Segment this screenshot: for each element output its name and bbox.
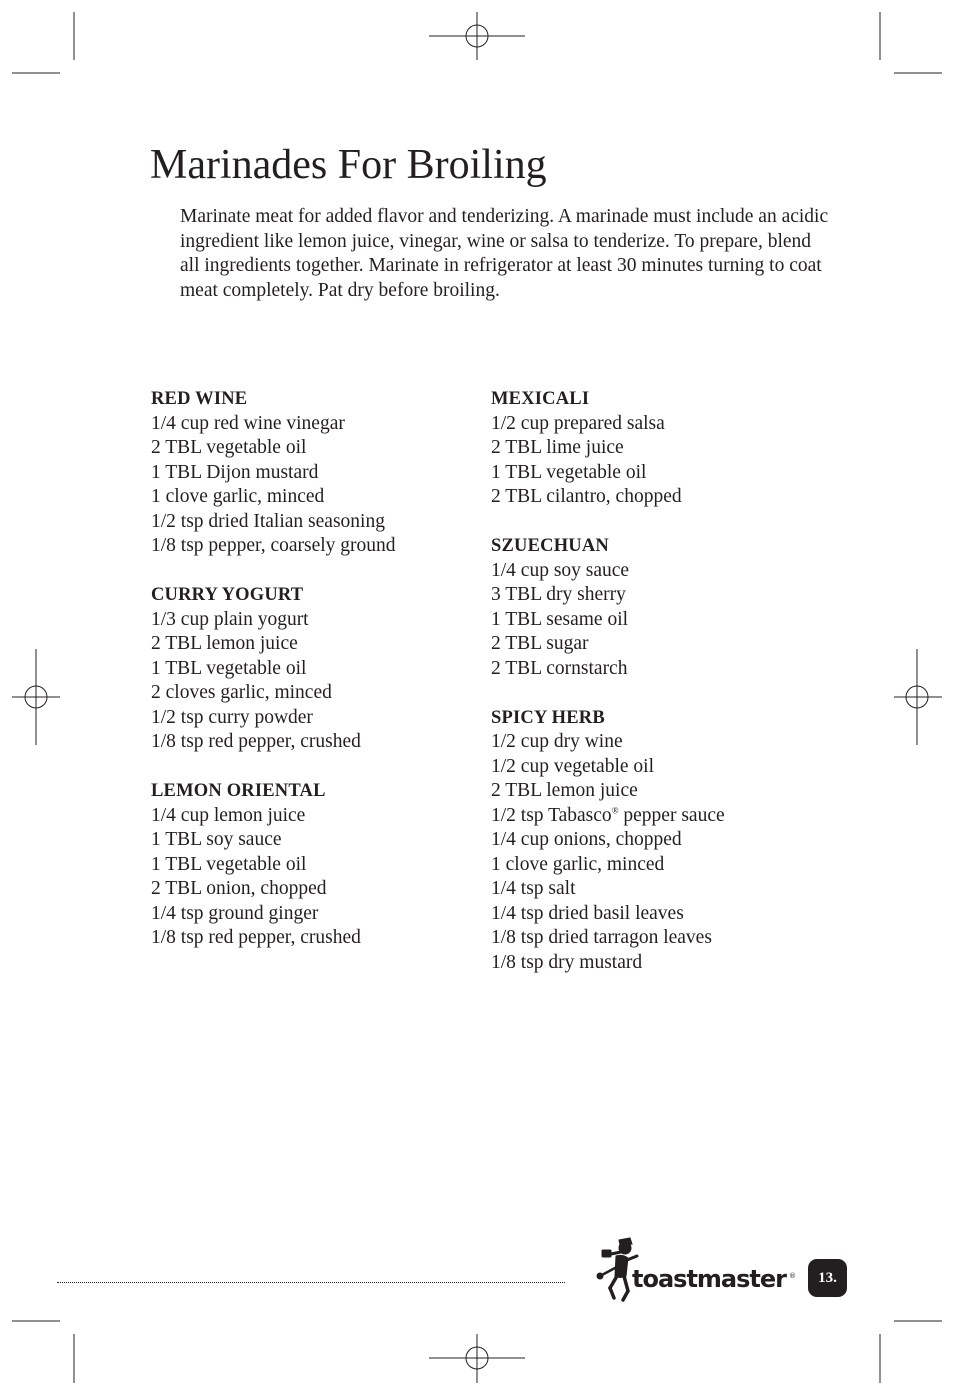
ingredient-list (491, 559, 811, 682)
recipe-mexicali (491, 387, 811, 510)
ingredient: 1/8 tsp red pepper, crushed (151, 731, 361, 752)
ingredient-list (151, 804, 471, 951)
ingredient-text-suffix: pepper sauce (623, 804, 725, 826)
ingredient: 3 TBL dry sherry (491, 584, 626, 605)
registration-target-icon (429, 12, 525, 60)
brand-name: toastmaster (632, 1265, 786, 1293)
ingredient: 1 TBL vegetable oil (151, 853, 307, 875)
intro-paragraph: Marinate meat for added flavor and tenderizing. A marinade must include an acidic ingredient like lemon juice, vinegar, wine or salsa to tenderize. To prepare, blend all ingredients together. Marinate in refrigerator at least 30 minutes turning to coat meat completely. Pat dry before broiling. (180, 206, 829, 301)
brand-registered-mark: ® (789, 1272, 796, 1280)
ingredient-list (491, 412, 811, 510)
ingredient: 2 TBL lime juice (491, 437, 624, 458)
ingredient: 1/4 cup lemon juice (151, 804, 306, 826)
ingredient: 1/8 tsp red pepper, crushed (151, 927, 361, 948)
ingredient: 2 TBL lemon juice (491, 780, 638, 801)
ingredient: 2 TBL vegetable oil (151, 437, 307, 458)
ingredient: 2 TBL lemon juice (151, 633, 298, 654)
ingredient: 1 TBL soy sauce (151, 829, 282, 850)
ingredient: 1/2 tsp curry powder (151, 706, 313, 728)
recipe-szuechuan (491, 534, 811, 681)
ingredient-list (151, 412, 471, 559)
ingredient: 2 TBL cornstarch (491, 657, 628, 679)
ingredient: 1/8 tsp pepper, coarsely ground (151, 535, 396, 556)
ingredient: 1/4 cup onions, chopped (491, 829, 682, 850)
ingredient: 1/3 cup plain yogurt (151, 608, 309, 630)
recipe-title: SPICY HERB (491, 707, 605, 728)
ingredient: 1 clove garlic, minced (491, 853, 665, 875)
ingredient: 2 cloves garlic, minced (151, 682, 332, 703)
footer-dotted-rule (57, 1282, 565, 1283)
ingredient: 1 clove garlic, minced (151, 486, 325, 507)
recipe-red-wine (151, 387, 471, 559)
ingredient: 1/8 tsp dried tarragon leaves (491, 927, 712, 948)
recipe-title: SZUECHUAN (491, 536, 609, 556)
ingredient: 1/2 tsp dried Italian seasoning (151, 510, 385, 532)
ingredient: 1/2 cup vegetable oil (491, 755, 654, 777)
ingredient: 1 TBL Dijon mustard (151, 461, 319, 483)
ingredient: 1 TBL vegetable oil (491, 461, 647, 483)
page-number-badge (808, 1259, 847, 1297)
ingredient: 1/8 tsp dry mustard (491, 951, 643, 973)
ingredient: 1/4 cup red wine vinegar (151, 412, 345, 434)
ingredient: 1/2 cup dry wine (491, 731, 623, 752)
ingredient: 1 TBL sesame oil (491, 608, 629, 630)
ingredient (491, 804, 811, 829)
ingredient: 1/4 cup soy sauce (491, 559, 630, 581)
brand-logo (592, 1236, 797, 1302)
ingredient-list (491, 730, 811, 975)
recipe-lemon-oriental (151, 779, 471, 951)
registered-mark: ® (611, 805, 619, 815)
registration-target-icon (894, 649, 942, 745)
ingredient: 1 TBL vegetable oil (151, 657, 307, 679)
ingredient: 2 TBL onion, chopped (151, 878, 327, 899)
ingredient-list (151, 608, 471, 755)
ingredient: 2 TBL cilantro, chopped (491, 486, 682, 507)
recipe-spicy-herb (491, 706, 811, 976)
recipe-column-right (491, 387, 811, 1000)
recipe-title: RED WINE (151, 389, 248, 409)
recipe-curry-yogurt (151, 583, 471, 755)
registration-target-icon (429, 1334, 525, 1383)
ingredient: 1/4 tsp ground ginger (151, 902, 319, 924)
page-number: 13. (818, 1269, 837, 1286)
ingredient-text: 1/2 tsp Tabasco (491, 804, 612, 826)
ingredient: 1/4 tsp salt (491, 878, 576, 899)
page-title: Marinades For Broiling (150, 142, 547, 188)
registration-target-icon (12, 649, 60, 745)
recipe-column-left (151, 387, 471, 975)
ingredient: 1/4 tsp dried basil leaves (491, 902, 684, 924)
recipe-title: CURRY YOGURT (151, 585, 304, 605)
recipe-title: LEMON ORIENTAL (151, 781, 326, 801)
ingredient: 1/2 cup prepared salsa (491, 412, 665, 434)
recipe-title: MEXICALI (491, 389, 590, 409)
ingredient: 2 TBL sugar (491, 633, 589, 654)
